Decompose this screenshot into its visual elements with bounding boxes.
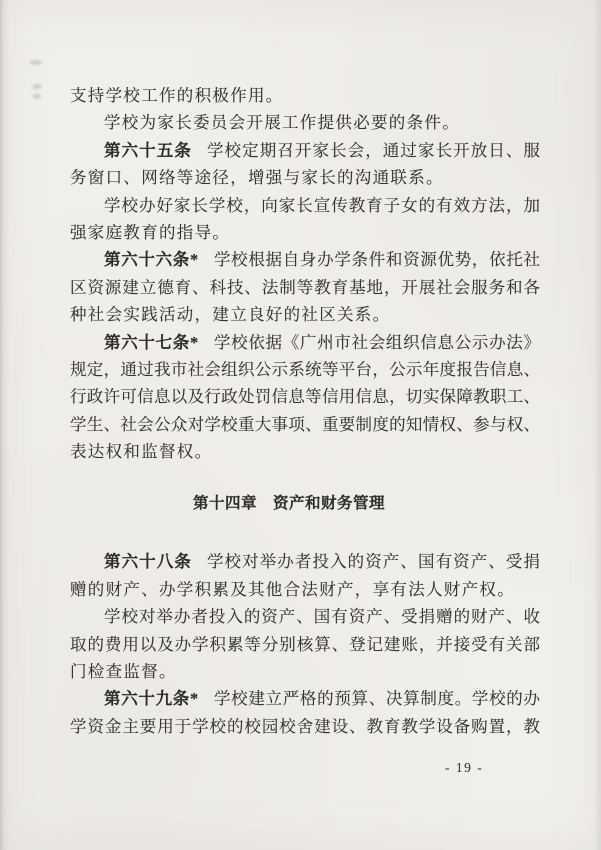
text-line bbox=[70, 548, 540, 575]
page-body-text bbox=[70, 82, 540, 740]
scan-edge-shadow-left bbox=[0, 0, 10, 850]
text-line bbox=[70, 219, 540, 246]
chapter-heading: 第十四章 资产和财务管理 bbox=[192, 495, 385, 513]
article-number-label: 第六十九条* bbox=[104, 689, 199, 709]
text-line bbox=[70, 685, 540, 712]
line-text: 表达权和监督权。 bbox=[70, 442, 213, 462]
line-text: 赠的财产、办学积累及其他合法财产，享有法人财产权。 bbox=[70, 579, 515, 599]
line-text: 强家庭教育的指导。 bbox=[70, 222, 231, 242]
text-line bbox=[70, 438, 540, 465]
text-line bbox=[70, 411, 540, 438]
text-line bbox=[70, 576, 540, 603]
text-line bbox=[70, 274, 540, 301]
text-line bbox=[70, 164, 540, 191]
line-text: 学校依据《广州市社会组织信息公示办法》 bbox=[213, 332, 541, 352]
text-line bbox=[70, 713, 540, 740]
line-text: 门检查监督。 bbox=[70, 662, 177, 682]
scan-edge-shadow-right bbox=[594, 0, 601, 850]
page-number: - 19 - bbox=[445, 760, 484, 775]
text-line bbox=[70, 356, 540, 383]
article-number-label: 第六十五条 bbox=[104, 140, 192, 160]
line-text: 取的费用以及办学积累等分别核算、登记建账，并接受有关部 bbox=[70, 634, 540, 654]
line-text: 学校为家长委员会开展工作提供必要的条件。 bbox=[104, 113, 460, 133]
article-number-label: 第六十八条 bbox=[104, 552, 192, 572]
line-text: 规定，通过我市社会组织公示系统等平台，公示年度报告信息、 bbox=[70, 359, 540, 379]
text-line bbox=[70, 631, 540, 658]
text-line bbox=[70, 301, 540, 328]
text-line bbox=[70, 329, 540, 356]
scan-smudge bbox=[30, 60, 42, 65]
line-text: 学校建立严格的预算、决算制度。学校的办 bbox=[213, 689, 541, 709]
line-text: 区资源建立德育、科技、法制等教育基地，开展社会服务和各 bbox=[70, 277, 540, 297]
scan-smudge bbox=[33, 94, 41, 99]
article-number-label: 第六十七条* bbox=[104, 332, 199, 352]
line-text: 种社会实践活动，建立良好的社区关系。 bbox=[70, 305, 391, 325]
text-line bbox=[70, 109, 540, 136]
line-text: 学校根据自身办学条件和资源优势，依托社 bbox=[213, 250, 541, 270]
line-text: 学资金主要用于学校的校园校舍建设、教育教学设备购置，教 bbox=[70, 716, 540, 736]
text-line bbox=[70, 137, 540, 164]
article-number-label: 第六十六条* bbox=[104, 250, 199, 270]
line-text: 学校办好家长学校，向家长宣传教育子女的有效方法，加 bbox=[104, 195, 540, 215]
text-line bbox=[70, 82, 540, 109]
text-block-lower bbox=[70, 548, 540, 740]
line-text: 学生、社会公众对学校重大事项、重要制度的知情权、参与权、 bbox=[70, 414, 540, 434]
text-line bbox=[70, 658, 540, 685]
text-line bbox=[70, 603, 540, 630]
line-text: 学校对举办者投入的资产、国有资产、受捐赠的财产、收 bbox=[104, 607, 540, 627]
text-block-upper bbox=[70, 82, 540, 465]
line-text: 支持学校工作的积极作用。 bbox=[70, 86, 284, 105]
text-line bbox=[70, 246, 540, 273]
line-text: 学校对举办者投入的资产、国有资产、受捐 bbox=[206, 552, 541, 572]
scan-smudge bbox=[32, 83, 43, 89]
line-text: 务窗口、网络等途径，增强与家长的沟通联系。 bbox=[70, 168, 444, 188]
text-line bbox=[70, 192, 540, 219]
line-text: 行政许可信息以及行政处罚信息等信用信息，切实保障教职工、 bbox=[70, 387, 540, 407]
line-text: 学校定期召开家长会，通过家长开放日、服 bbox=[206, 140, 541, 160]
text-line bbox=[70, 383, 540, 410]
